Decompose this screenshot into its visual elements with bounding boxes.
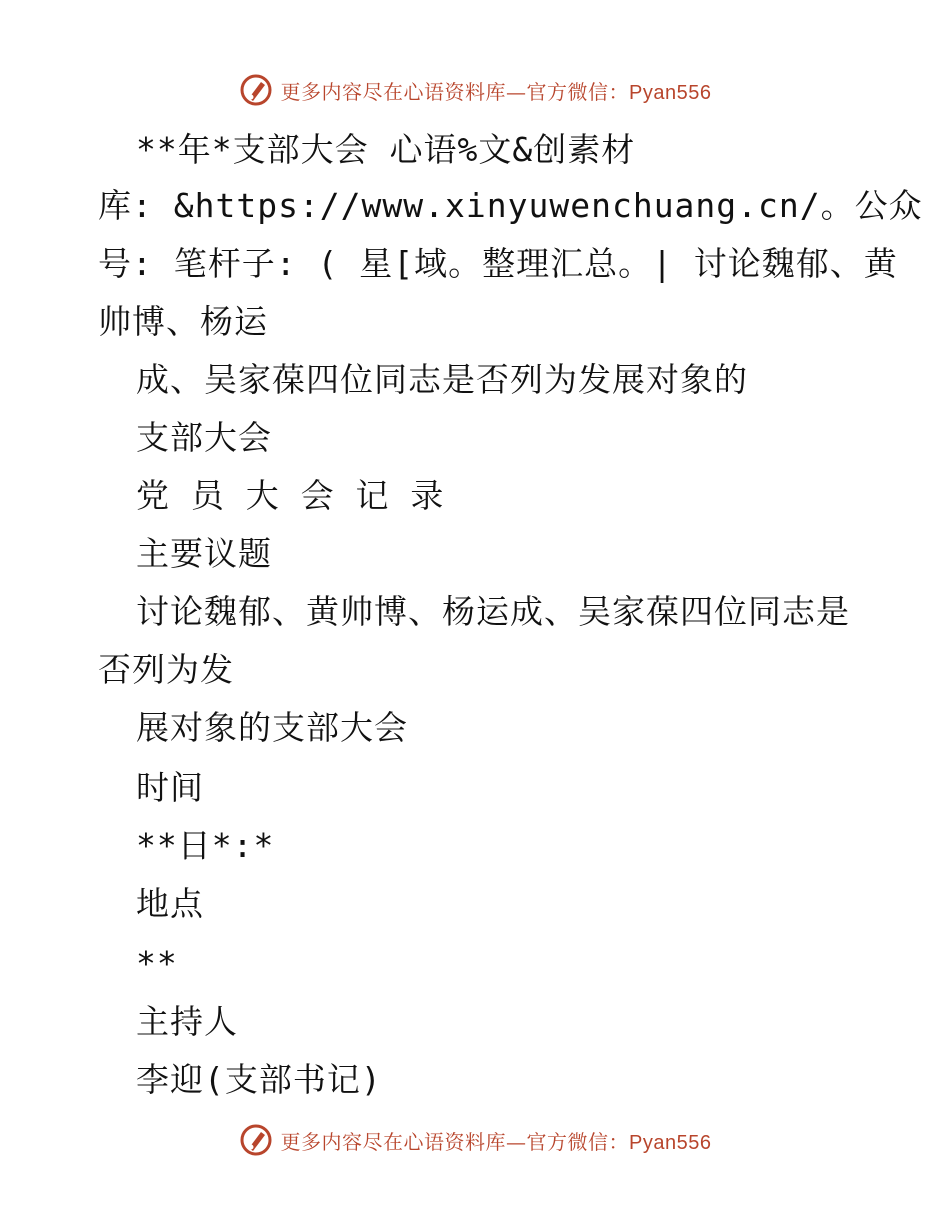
header-watermark (0, 70, 950, 110)
body-line: 李迎(支部书记) (136, 1060, 382, 1099)
header-wechat-id: Pyan556 (629, 81, 712, 104)
body-line: 展对象的支部大会 (136, 708, 408, 747)
body-line: 主要议题 (136, 534, 272, 573)
footer-caption: 更多内容尽在心语资料库—官方微信： (280, 1129, 630, 1154)
body-line: **年*支部大会 心语%文&创素材 (136, 130, 636, 169)
footer-watermark (0, 1120, 950, 1160)
body-line: 时间 (136, 768, 204, 807)
footer-text (281, 1126, 712, 1155)
footer-wechat-id: Pyan556 (629, 1131, 712, 1154)
body-line: 支部大会 (136, 418, 272, 457)
body-line: ** (136, 944, 178, 983)
body-line: 号: 笔杆子: ( 星[域。整理汇总。| 讨论魏郁、黄 (98, 244, 898, 283)
body-line: 否列为发 (98, 650, 234, 689)
body-line: 帅博、杨运 (98, 302, 268, 341)
body-line: 成、吴家葆四位同志是否列为发展对象的 (136, 360, 748, 399)
pen-logo-icon (239, 73, 273, 107)
body-line: **日*:* (136, 826, 275, 865)
body-line: 主持人 (136, 1002, 238, 1041)
body-line: 地点 (136, 884, 204, 923)
pen-logo-icon (239, 1123, 273, 1157)
body-line: 讨论魏郁、黄帅博、杨运成、吴家葆四位同志是 (136, 592, 850, 631)
header-text (281, 76, 712, 105)
body-line: 库: &https://www.xinyuwenchuang.cn/。公众 (98, 186, 923, 225)
header-caption: 更多内容尽在心语资料库—官方微信： (280, 79, 630, 104)
section-title: 党 员 大 会 记 录 (136, 476, 445, 515)
